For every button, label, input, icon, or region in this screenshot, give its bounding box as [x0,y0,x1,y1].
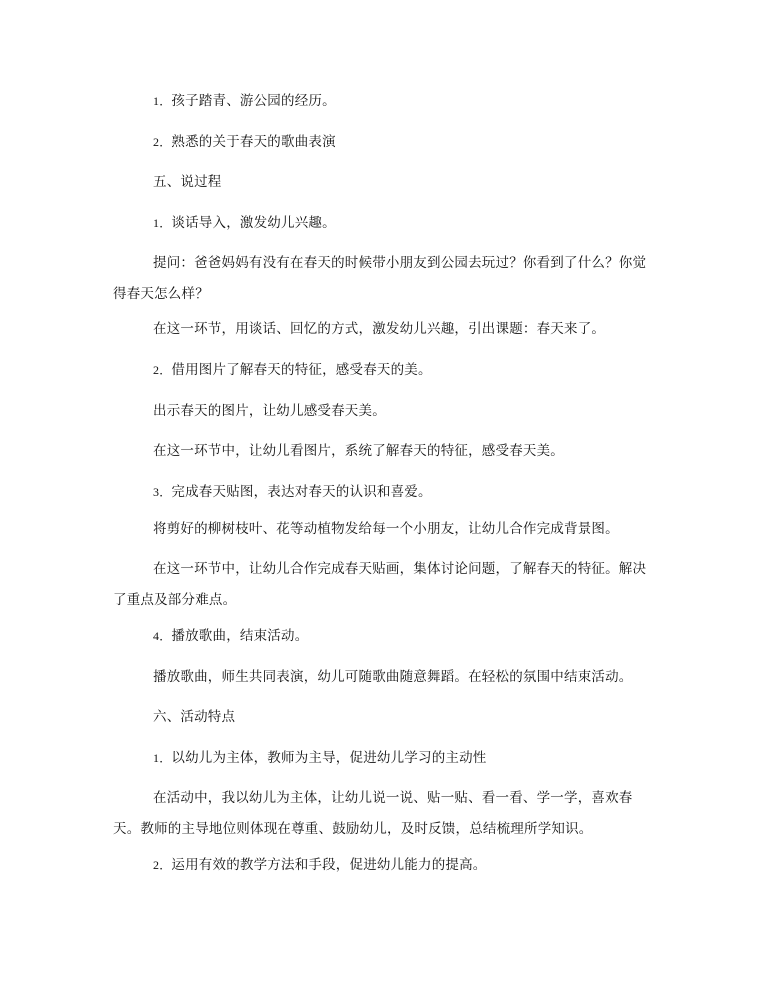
paragraph: 4．播放歌曲，结束活动。 [153,628,309,644]
paragraph: 在这一环节中，让幼儿看图片，系统了解春天的特征，感受春天美。 [153,443,564,459]
paragraph: 将剪好的柳树枝叶、花等动植物发给每一个小朋友，让幼儿合作完成背景图。 [153,521,619,537]
section-heading: 五、说过程 [153,174,222,190]
paragraph: 2．借用图片了解春天的特征，感受春天的美。 [153,362,432,378]
paragraph: 在这一环节中，让幼儿合作完成春天贴画，集体讨论问题，了解春天的特征。解决了重点及部分难点。 [113,561,647,608]
paragraph: 1．谈话导入，激发幼儿兴趣。 [153,215,336,231]
paragraph: 在活动中，我以幼儿为主体，让幼儿说一说、贴一贴、看一看、学一学，喜欢春天。教师的主导地位则体现在尊重、鼓励幼儿，及时反馈，总结梳理所学知识。 [113,790,633,837]
section-heading: 六、活动特点 [153,709,236,725]
paragraph: 2．运用有效的教学方法和手段，促进幼儿能力的提高。 [153,857,487,873]
paragraph: 提问：爸爸妈妈有没有在春天的时候带小朋友到公园去玩过？你看到了什么？你觉得春天怎么样？ [113,255,647,302]
paragraph: 2．熟悉的关于春天的歌曲表演 [153,134,336,150]
paragraph: 1．孩子踏青、游公园的经历。 [153,93,336,109]
paragraph: 出示春天的图片，让幼儿感受春天美。 [153,403,386,419]
paragraph: 在这一环节，用谈话、回忆的方式，激发幼儿兴趣，引出课题：春天来了。 [153,321,606,337]
paragraph: 3．完成春天贴图，表达对春天的认识和喜爱。 [153,484,432,500]
paragraph: 播放歌曲，师生共同表演，幼儿可随歌曲随意舞蹈。在轻松的氛围中结束活动。 [153,669,633,685]
paragraph: 1．以幼儿为主体，教师为主导，促进幼儿学习的主动性 [153,750,487,766]
